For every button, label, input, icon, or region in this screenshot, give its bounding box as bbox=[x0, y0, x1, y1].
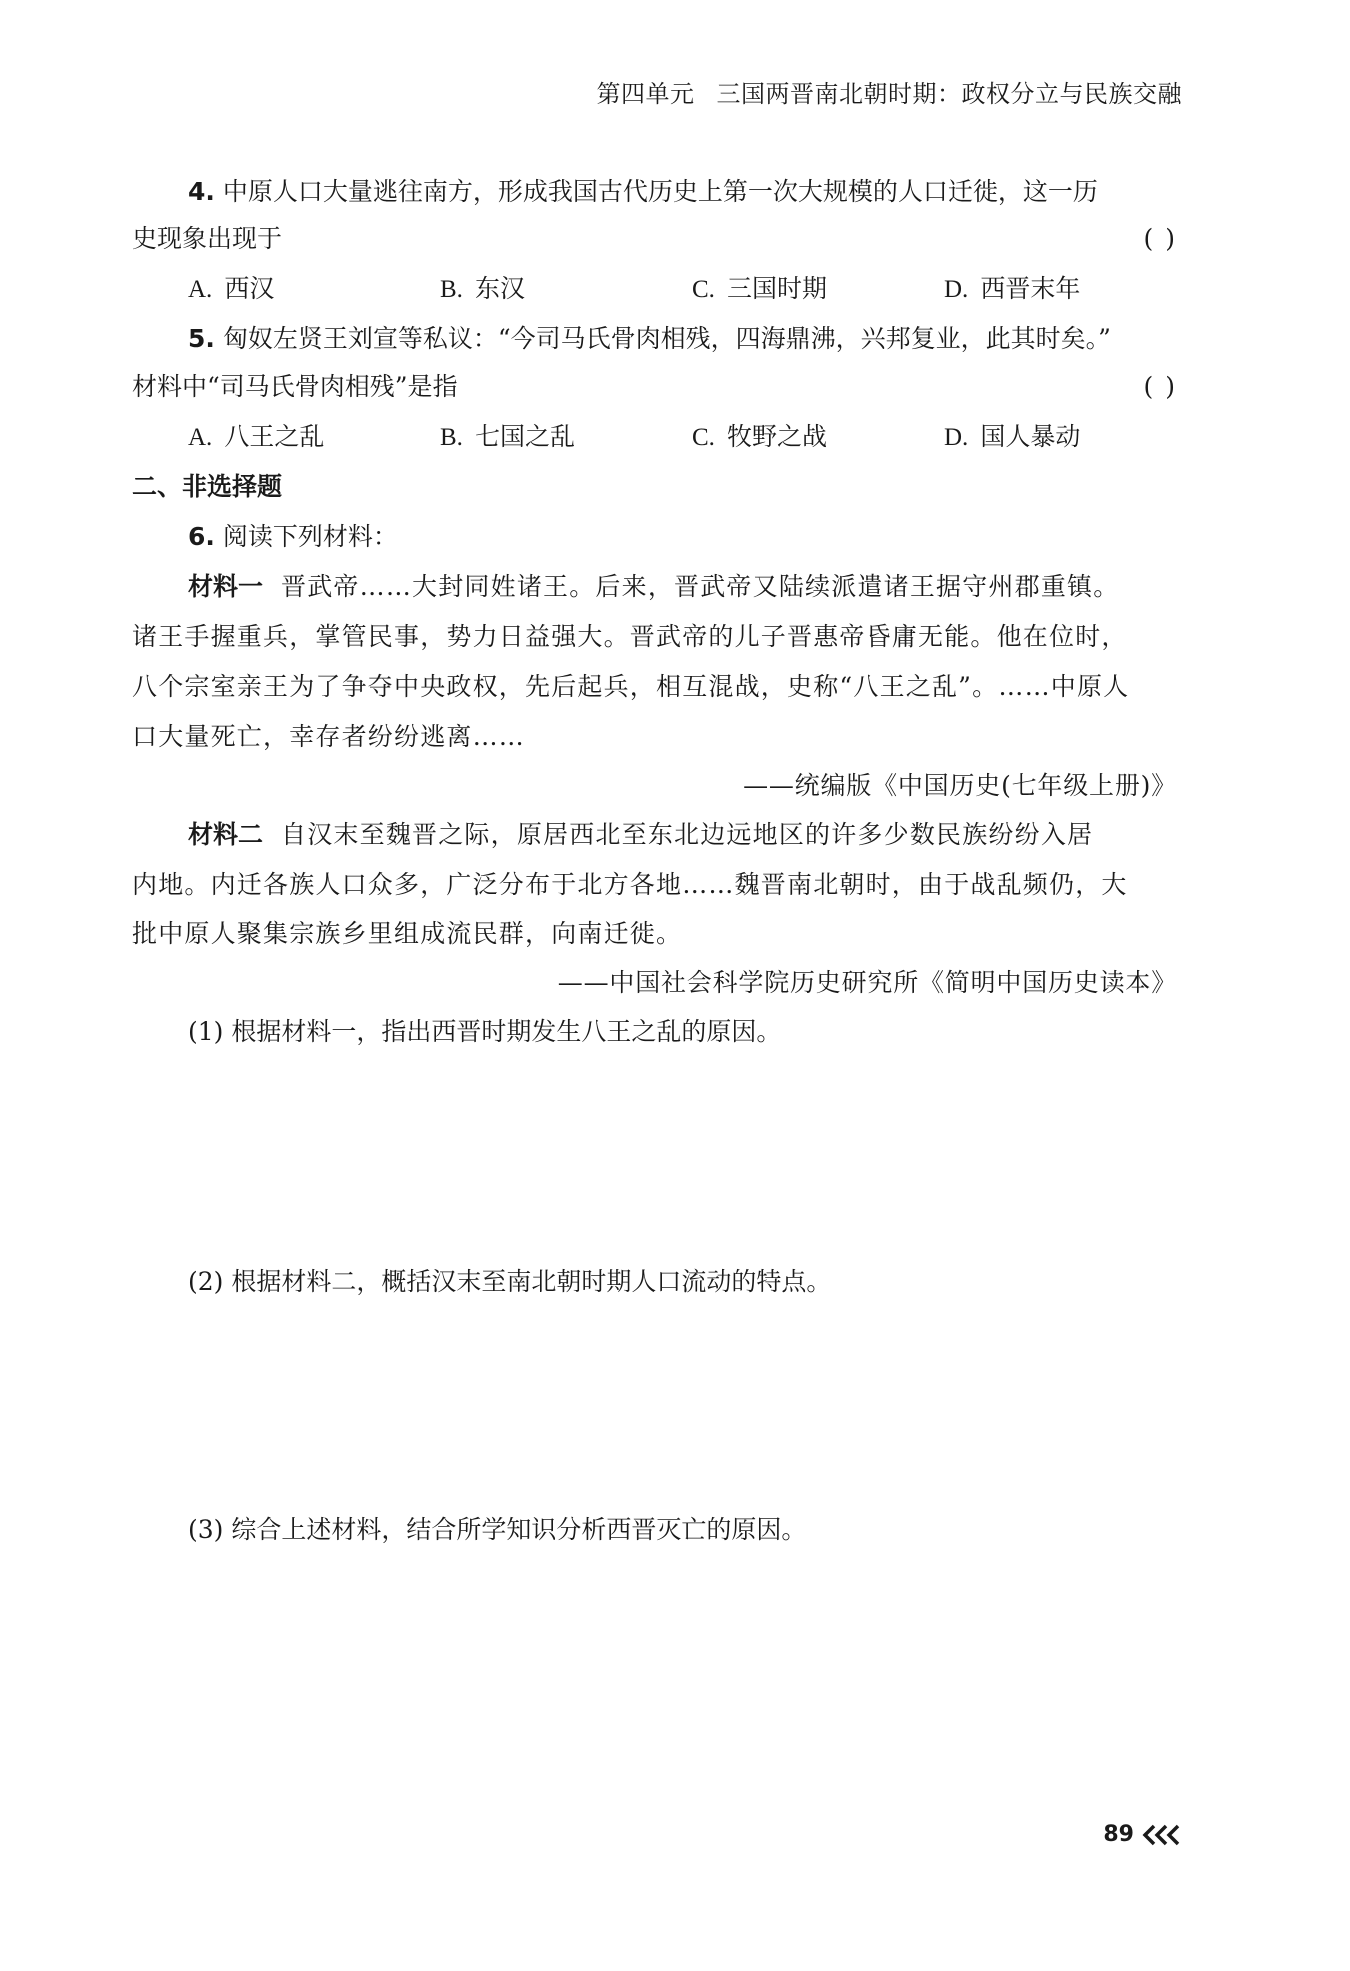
sub-question-3: (3) 综合上述材料，结合所学知识分析西晋灭亡的原因。 bbox=[188, 1515, 807, 1544]
question-5-line-1 bbox=[132, 322, 1233, 356]
question-5-option-d[interactable]: D. 国人暴动 bbox=[944, 422, 1081, 451]
question-4-line-2 bbox=[132, 222, 1177, 256]
material-2-label: 材料二 bbox=[188, 820, 264, 849]
material-2-line-3: 批中原人聚集宗族乡里组成流民群，向南迁徙。 bbox=[132, 919, 683, 948]
question-5-line-2 bbox=[132, 370, 1177, 404]
material-2-line-1: 材料二 自汉末至魏晋之际，原居西北至东北边远地区的许多少数民族纷纷入居 bbox=[188, 820, 1094, 849]
question-5-number: 5. bbox=[188, 324, 215, 353]
question-4-number: 4. bbox=[188, 177, 215, 206]
question-5-option-b[interactable]: B. 七国之乱 bbox=[440, 422, 575, 451]
material-2-source: ——中国社会科学院历史研究所《简明中国历史读本》 bbox=[557, 968, 1177, 997]
question-4-answer-blank[interactable]: ( ) bbox=[1143, 224, 1177, 253]
sub-question-1: (1) 根据材料一，指出西晋时期发生八王之乱的原因。 bbox=[188, 1017, 782, 1046]
question-5-text-2: 材料中“司马氏骨肉相残”是指 bbox=[132, 372, 458, 401]
material-1-line-3: 八个宗室亲王为了争夺中央政权，先后起兵，相互混战，史称“八王之乱”。……中原人 bbox=[132, 672, 1130, 701]
question-6-prompt bbox=[132, 520, 1233, 554]
unit-title: 三国两晋南北朝时期：政权分立与民族交融 bbox=[716, 80, 1182, 108]
material-1-line-2: 诸王手握重兵，掌管民事，势力日益强大。晋武帝的儿子晋惠帝昏庸无能。他在位时， bbox=[132, 622, 1128, 651]
question-4-text-1: 中原人口大量逃往南方，形成我国古代历史上第一次大规模的人口迁徙，这一历 bbox=[222, 177, 1098, 206]
material-1-line-1: 材料一 晋武帝……大封同姓诸王。后来，晋武帝又陆续派遣诸王据守州郡重镇。 bbox=[188, 572, 1120, 601]
question-5-option-a[interactable]: A. 八王之乱 bbox=[188, 422, 325, 451]
page-header bbox=[597, 74, 1183, 109]
material-1-source: ——统编版《中国历史(七年级上册)》 bbox=[743, 771, 1177, 800]
question-5-text-1: 匈奴左贤王刘宣等私议：“今司马氏骨肉相残，四海鼎沸，兴邦复业，此其时矣。” bbox=[222, 324, 1111, 353]
question-4-option-c[interactable]: C. 三国时期 bbox=[692, 274, 827, 303]
section-2-heading: 二、非选择题 bbox=[132, 472, 283, 501]
triple-chevron-left-icon bbox=[1142, 1824, 1182, 1846]
question-4-option-b[interactable]: B. 东汉 bbox=[440, 274, 525, 303]
sub-question-2: (2) 根据材料二，概括汉末至南北朝时期人口流动的特点。 bbox=[188, 1267, 832, 1296]
question-4-text-2: 史现象出现于 bbox=[132, 224, 283, 253]
material-2-line-2: 内地。内迁各族人口众多，广泛分布于北方各地……魏晋南北朝时，由于战乱频仍，大 bbox=[132, 870, 1128, 899]
question-5-option-c[interactable]: C. 牧野之战 bbox=[692, 422, 827, 451]
question-6-prompt-text: 阅读下列材料： bbox=[222, 522, 398, 551]
question-4-option-d[interactable]: D. 西晋末年 bbox=[944, 274, 1081, 303]
question-4-line-1 bbox=[132, 175, 1233, 209]
page-footer bbox=[1103, 1822, 1182, 1847]
question-5-answer-blank[interactable]: ( ) bbox=[1143, 372, 1177, 401]
material-1-line-4: 口大量死亡，幸存者纷纷逃离…… bbox=[132, 722, 526, 751]
material-1-label: 材料一 bbox=[188, 572, 264, 601]
question-4-option-a[interactable]: A. 西汉 bbox=[188, 274, 275, 303]
unit-label: 第四单元 bbox=[596, 80, 695, 108]
question-6-number: 6. bbox=[188, 522, 215, 551]
page-number: 89 bbox=[1103, 1822, 1134, 1847]
